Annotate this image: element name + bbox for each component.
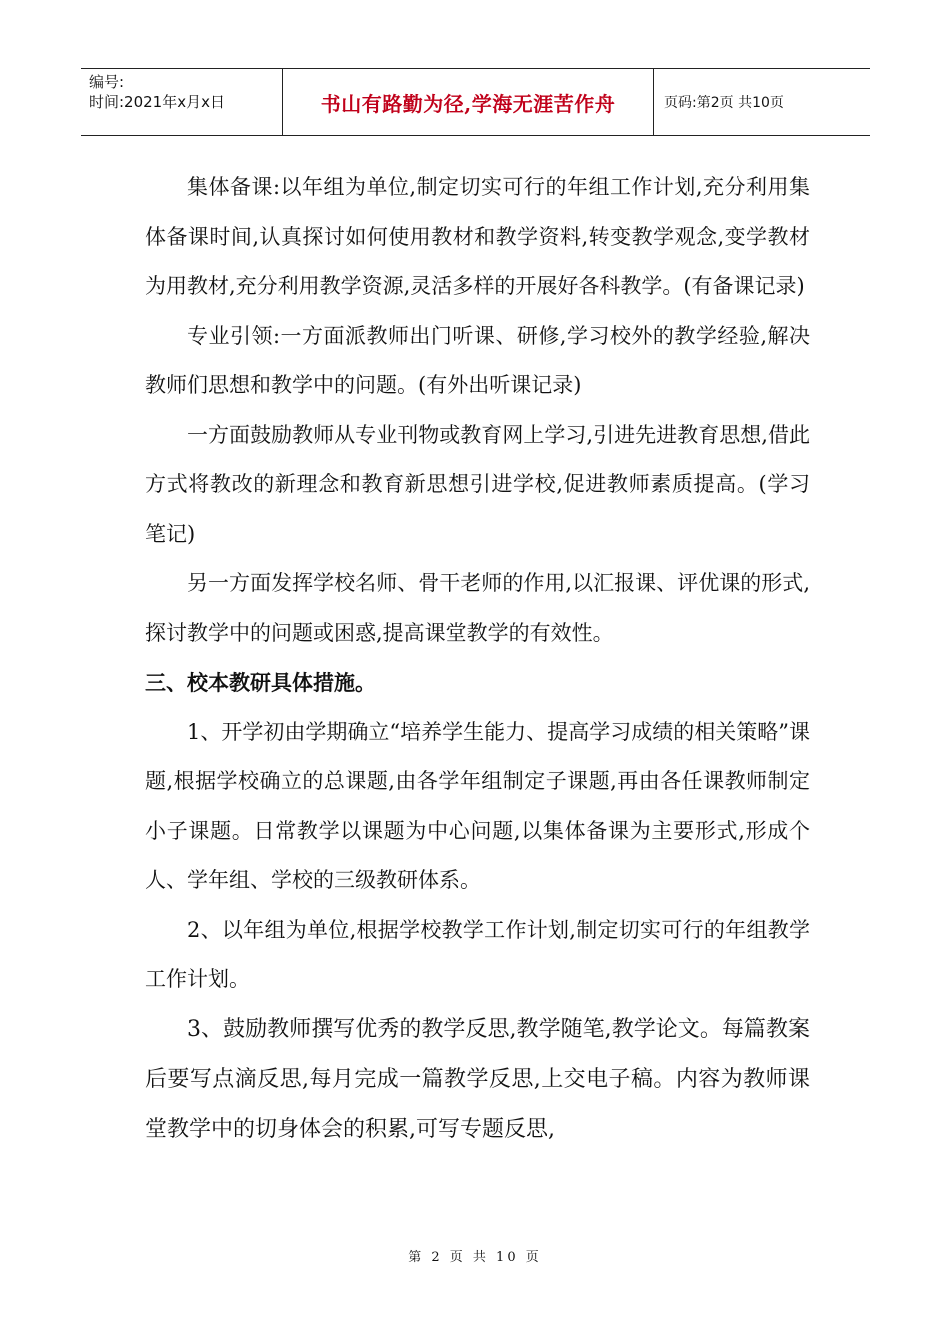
header-motto-cell [283,69,654,135]
paragraph-self-study: 一方面鼓励教师从专业刊物或教育网上学习,引进先进教育思想,借此方式将教改的新理念和教育新思想引进学校,促进教师素质提高。(学习笔记) [145,422,810,546]
paragraph-measure-2: 2、以年组为单位,根据学校教学工作计划,制定切实可行的年组教学工作计划。 [145,917,810,991]
page-footer: 第 2 页 共 10 页 [408,1250,542,1265]
header-meta-cell [81,69,283,135]
section-heading-3: 三、校本教研具体措施。 [145,670,376,695]
page-code: 页码:第2页 共10页 [664,95,784,111]
document-body [145,163,810,1155]
paragraph-measure-1: 1、开学初由学期确立“培养学生能力、提高学习成绩的相关策略”课题,根据学校确立的总课题,由各学年组制定子课题,再由各任课教师制定小子课题。日常教学以课题为中心问题,以集体备课为主要形式,形成个人、学年组、学校的三级教研体系。 [145,719,810,892]
paragraph-key-teachers: 另一方面发挥学校名师、骨干老师的作用,以汇报课、评优课的形式,探讨教学中的问题或困惑,提高课堂教学的有效性。 [145,571,810,645]
paragraph-collective-lesson-prep: 集体备课:以年组为单位,制定切实可行的年组工作计划,充分利用集体备课时间,认真探讨如何使用教材和教学资料,转变教学观念,变学教材为用教材,充分利用教学资源,灵活多样的开展好各科教学。(有备课记录) [145,175,810,298]
paragraph-measure-3: 3、鼓励教师撰写优秀的教学反思,教学随笔,教学论文。每篇教案后要写点滴反思,每月完成一篇教学反思,上交电子稿。内容为教师课堂教学中的切身体会的积累,可写专题反思, [145,1016,810,1142]
document-header [81,68,870,136]
motto-text: 书山有路勤为径,学海无涯苦作舟 [320,91,616,116]
time-label: 时间:2021年x月x日 [89,93,225,111]
number-label: 编号: [89,73,125,91]
paragraph-professional-guidance: 专业引领:一方面派教师出门听课、研修,学习校外的教学经验,解决教师们思想和教学中的问题。(有外出听课记录) [145,323,810,397]
header-page-cell [654,69,870,135]
